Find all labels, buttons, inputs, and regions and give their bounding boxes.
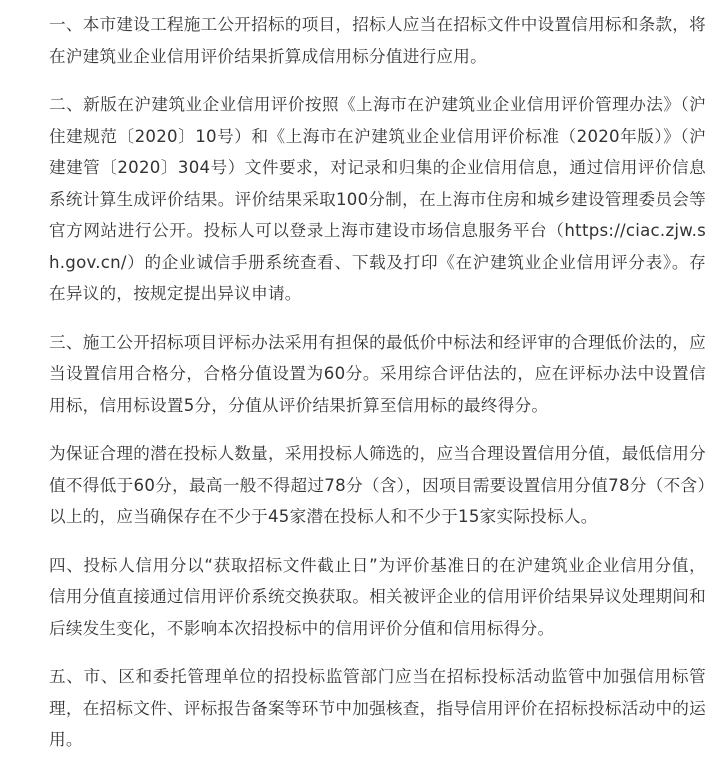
paragraph-6-supervision: 五、市、区和委托管理单位的招投标监管部门应当在招标投标活动监管中加强信用标管理，在招标文件、评标报告备案等环节中加强核查，指导信用评价在招标投标活动中的运用。 <box>49 667 706 749</box>
paragraph-1-tender-clause: 一、本市建设工程施工公开招标的项目，招标人应当在招标文件中设置信用标和条款，将在沪建筑业企业信用评价结果折算成信用标分值进行应用。 <box>49 15 706 66</box>
paragraph-3-evaluation-method: 三、施工公开招标项目评标办法采用有担保的最低价中标法和经评审的合理低价法的，应当设置信用合格分，合格分值设置为60分。采用综合评估法的，应在评标办法中设置信用标，信用标设置5分，分值从评价结果折算至信用标的最终得分。 <box>49 332 706 415</box>
paragraph-4-bidder-screening: 为保证合理的潜在投标人数量，采用投标人筛选的，应当合理设置信用分值，最低信用分值不得低于60分，最高一般不得超过78分（含），因项目需要设置信用分值78分（不含）以上的，应当确保存在不少于45家潜在投标人和不少于15家实际投标人。 <box>49 444 706 526</box>
paragraph-2-credit-evaluation: 二、新版在沪建筑业企业信用评价按照《上海市在沪建筑业企业信用评价管理办法》（沪住建规范〔2020〕10号）和《上海市在沪建筑业企业信用评价标准（2020年版）》（沪建建管〔2020〕304号）文件要求，对记录和归集的企业信用信息，通过信用评价信息系统计算生成评价结果。评价结果采取100分制，在上海市住房和城乡建设管理委员会等官方网站进行公开。投标人可以登录上海市建设市场信息服务平台（https://ciac.zjw.sh.gov.cn/）的企业诚信手册系统查看、下载及打印《在沪建筑业企业信用评分表》。存在异议的，按规定提出异议申请。 <box>49 95 706 303</box>
paragraph-5-credit-score-basis: 四、投标人信用分以“获取招标文件截止日”为评价基准日的在沪建筑业企业信用分值，信用分值直接通过信用评价系统交换获取。相关被评企业的信用评价结果异议处理期间和后续发生变化，不影响本次招投标中的信用评价分值和信用标得分。 <box>49 555 706 638</box>
